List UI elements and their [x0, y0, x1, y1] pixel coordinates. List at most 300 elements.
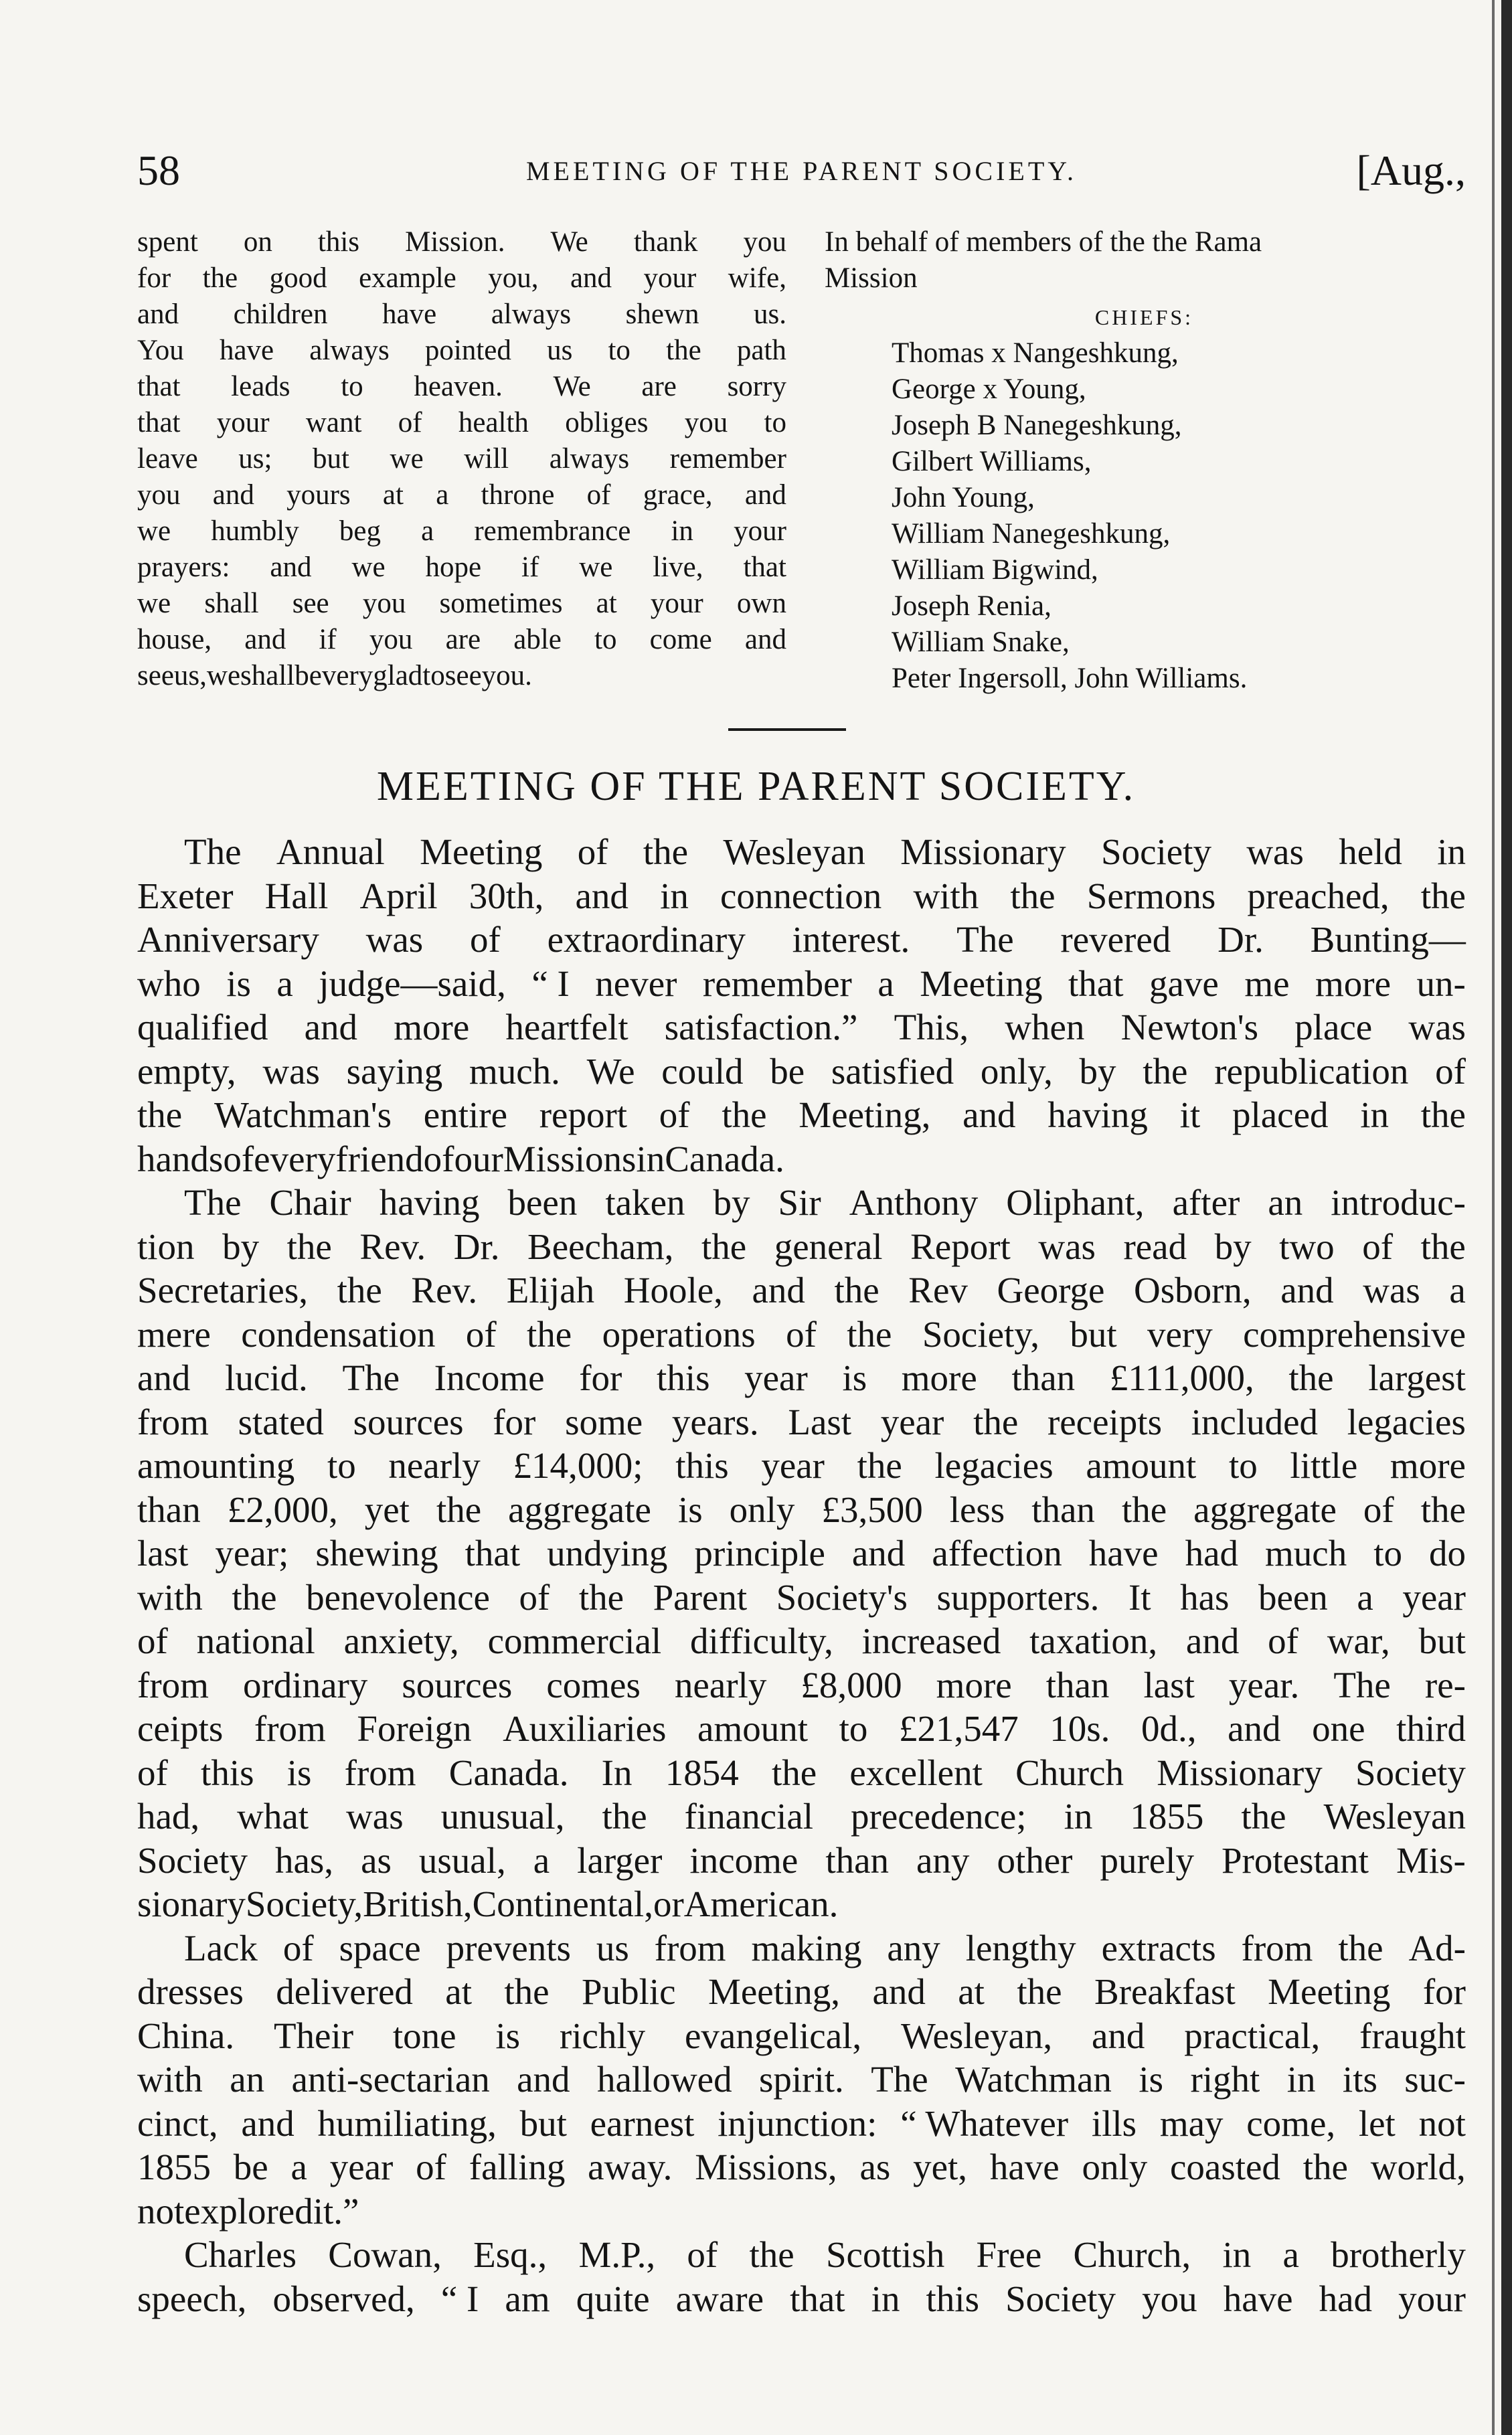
word: this	[675, 1445, 729, 1486]
word: less	[949, 1489, 1005, 1530]
word: you	[1142, 2278, 1197, 2319]
word: Missionary	[1157, 1752, 1323, 1793]
word: us.	[754, 299, 786, 330]
word: at	[596, 588, 617, 619]
word: Wesleyan,	[900, 2015, 1053, 2056]
word: Public	[582, 1971, 676, 2012]
word: having	[379, 1182, 480, 1223]
word: Watchman	[955, 2059, 1112, 2100]
word: amounting	[137, 1445, 295, 1486]
word: extraordinary	[547, 919, 746, 960]
word: for	[493, 1401, 536, 1442]
word: very	[321, 660, 373, 691]
word: a	[276, 962, 293, 1004]
text-line	[137, 333, 786, 369]
word: its	[1342, 2059, 1377, 2100]
word: of	[465, 1313, 497, 1355]
word: the	[1143, 1050, 1188, 1092]
word: Continental,	[472, 1883, 653, 1924]
word: year	[329, 2147, 394, 2187]
word: and	[1091, 2015, 1145, 2056]
text-line	[137, 369, 786, 405]
section-divider-rule	[728, 728, 846, 731]
word: Scottish	[825, 2234, 945, 2275]
word: come,	[1246, 2102, 1336, 2144]
word: affection	[932, 1533, 1062, 1574]
word: unusual,	[440, 1796, 565, 1837]
word: held	[1339, 831, 1402, 872]
word: at	[958, 1971, 985, 2012]
word: us;	[238, 443, 272, 475]
text-line	[137, 1751, 1466, 1795]
word: Dr.	[453, 1226, 500, 1267]
word: every	[254, 1138, 336, 1179]
word: was	[1038, 1226, 1096, 1267]
word: and	[872, 1971, 926, 2012]
word: ills	[1091, 2102, 1137, 2144]
word: health	[458, 407, 529, 438]
word: as	[859, 2147, 891, 2187]
word: to	[839, 1708, 868, 1749]
word: We	[586, 1050, 635, 1092]
text-line	[137, 1619, 1466, 1663]
word: Society	[1005, 2278, 1116, 2319]
text-line	[137, 1181, 1466, 1225]
word: supporters.	[936, 1576, 1100, 1618]
word: evangelical,	[685, 2015, 862, 2056]
word: qualified	[137, 1007, 268, 1047]
word: Newton's	[1120, 1007, 1259, 1047]
word: Church,	[1073, 2234, 1191, 2275]
word: the	[857, 1445, 902, 1486]
word: Anthony	[849, 1182, 979, 1223]
word: income	[689, 1839, 799, 1881]
word: not	[137, 2190, 185, 2232]
word: more	[1390, 1445, 1466, 1486]
word: the	[1241, 1796, 1286, 1837]
word: the	[137, 1094, 183, 1135]
word: un-	[1416, 962, 1466, 1004]
word: Church	[1015, 1752, 1124, 1793]
word: Meeting	[920, 962, 1043, 1004]
word: path	[736, 335, 786, 366]
word: only	[729, 1489, 795, 1530]
word: empty,	[137, 1050, 236, 1092]
word: of	[1435, 1050, 1466, 1092]
word: quite	[576, 2278, 650, 2319]
word: Hall	[264, 875, 329, 916]
word: will	[464, 443, 509, 475]
word: place	[1294, 1007, 1373, 1047]
word: last	[137, 1533, 189, 1574]
word: M.P.,	[578, 2234, 656, 2275]
word: is	[495, 2015, 521, 2056]
word: able	[513, 624, 562, 655]
word: and	[1228, 1708, 1281, 1749]
word: The	[1333, 1664, 1391, 1705]
word: taxation,	[1029, 1620, 1158, 1661]
word: remembrance	[474, 515, 631, 547]
word: from	[254, 1708, 326, 1749]
page-number: 58	[137, 147, 180, 194]
word: by	[1214, 1226, 1252, 1267]
word: gave	[1149, 962, 1219, 1004]
word: to	[341, 371, 363, 402]
word: grace,	[643, 479, 713, 511]
word: Report	[910, 1226, 1011, 1267]
word: of	[1362, 1226, 1394, 1267]
word: of	[577, 831, 608, 872]
word: right	[1190, 2059, 1260, 2100]
word: prevents	[446, 1927, 571, 1968]
text-line	[137, 1970, 1466, 2014]
word: Mis-	[1396, 1839, 1466, 1881]
text-line	[137, 1926, 1466, 1970]
word: glad	[373, 660, 423, 691]
word: your	[643, 262, 697, 294]
word: yours	[286, 479, 351, 511]
word: have	[1223, 2278, 1293, 2319]
word: extracts	[1101, 1927, 1216, 1968]
word: hope	[425, 552, 482, 583]
chief-name: John Young,	[892, 482, 1035, 513]
word: Watchman's	[214, 1094, 392, 1135]
word: leave	[137, 443, 198, 475]
word: of	[786, 1313, 817, 1355]
word: £2,000,	[227, 1489, 338, 1530]
word: beg	[339, 515, 381, 547]
article-title: MEETING OF THE PARENT SOCIETY.	[376, 764, 1136, 809]
word: for	[579, 1357, 622, 1398]
word: cinct,	[137, 2102, 218, 2144]
word: what	[237, 1796, 309, 1837]
word: at	[382, 479, 404, 511]
chief-name: Joseph Renia,	[892, 590, 1052, 622]
word: from	[137, 1664, 209, 1705]
word: increased	[861, 1620, 1001, 1661]
word: yet,	[913, 2147, 968, 2187]
word: was	[346, 1796, 404, 1837]
word: operations	[602, 1313, 756, 1355]
word: and	[517, 2059, 570, 2100]
word: brotherly	[1331, 2234, 1466, 2275]
text-line	[137, 2145, 1466, 2189]
word: that	[137, 371, 181, 402]
word: any	[916, 1839, 970, 1881]
word: taken	[605, 1182, 685, 1223]
word: fraught	[1359, 2015, 1466, 2056]
word: was	[262, 1050, 320, 1092]
word: Meeting,	[799, 1094, 931, 1135]
word: lengthy	[965, 1927, 1076, 1968]
word: to	[608, 335, 631, 366]
word: suc-	[1404, 2059, 1466, 2100]
word: Dr.	[1217, 919, 1264, 960]
word: the	[436, 1489, 482, 1530]
word: a	[1449, 1270, 1466, 1311]
word: Rev.	[411, 1270, 478, 1311]
word: and	[575, 875, 628, 916]
word: speech,	[137, 2278, 247, 2319]
word: was	[1363, 1270, 1420, 1311]
word: Esq.,	[473, 2234, 548, 2275]
word: sometimes	[439, 588, 563, 619]
word: “ Whatever	[900, 2102, 1069, 2144]
word: Missionary	[900, 831, 1066, 872]
word: live,	[653, 552, 703, 583]
word: the	[1338, 1927, 1383, 1968]
chief-name: Gilbert Williams,	[892, 446, 1092, 477]
word: of	[137, 1620, 168, 1661]
word: for	[137, 262, 171, 294]
word: Society	[1355, 1752, 1466, 1793]
word: We	[553, 371, 591, 402]
word: practical,	[1184, 2015, 1321, 2056]
word: amount	[1086, 1445, 1197, 1486]
word: in	[871, 2278, 900, 2319]
word: was	[1246, 831, 1304, 872]
word: making	[751, 1927, 862, 1968]
text-line	[137, 1794, 1466, 1839]
word: 10s.	[1049, 1708, 1110, 1749]
word: been	[507, 1182, 578, 1223]
word: from	[344, 1752, 416, 1793]
article-body	[137, 830, 1466, 2321]
text-line	[137, 1268, 1466, 1313]
word: from	[1241, 1927, 1313, 1968]
word: had	[1319, 2278, 1373, 2319]
word: tone	[392, 2015, 456, 2056]
word: commercial	[487, 1620, 662, 1661]
word: children	[233, 299, 328, 330]
word: larger	[577, 1839, 663, 1881]
word: Exeter	[137, 875, 234, 916]
word: remember	[669, 443, 786, 475]
word: 1855	[1130, 1796, 1204, 1837]
word: a	[533, 1839, 550, 1881]
word: 1854	[665, 1752, 739, 1793]
word: shall	[240, 660, 295, 691]
word: the	[602, 1796, 647, 1837]
text-line	[137, 1576, 1466, 1620]
word: never	[595, 962, 677, 1004]
word: than	[1031, 1489, 1095, 1530]
word: nearly	[674, 1664, 767, 1705]
word: the	[1420, 1489, 1466, 1530]
word: we	[579, 552, 613, 583]
word: Free	[976, 2234, 1042, 2275]
word: Parent	[653, 1576, 748, 1618]
text-line	[137, 224, 786, 260]
word: us	[596, 1927, 629, 1968]
word: You	[137, 335, 184, 366]
word: £3,500	[821, 1489, 923, 1530]
word: a	[436, 479, 449, 511]
word: and	[962, 1094, 1016, 1135]
word: am	[505, 2278, 550, 2319]
word: we	[206, 660, 241, 691]
word: that	[743, 552, 786, 583]
word: the	[527, 1313, 572, 1355]
word: with	[913, 875, 979, 916]
word: the	[578, 1576, 624, 1618]
word: and	[244, 624, 286, 655]
word: anxiety,	[343, 1620, 459, 1661]
word: financial	[684, 1796, 814, 1837]
word: been	[1258, 1576, 1328, 1618]
word: good	[269, 262, 327, 294]
word: Missions	[503, 1138, 637, 1179]
word: precedence;	[851, 1796, 1027, 1837]
word: sources	[402, 1664, 513, 1705]
word: by	[1079, 1050, 1116, 1092]
word: but	[1418, 1620, 1466, 1661]
word: of	[1363, 1489, 1394, 1530]
word: the	[749, 2234, 794, 2275]
word: report	[539, 1094, 628, 1135]
word: hallowed	[596, 2059, 732, 2100]
text-line	[137, 260, 786, 297]
word: re-	[1424, 1664, 1466, 1705]
word: has,	[274, 1839, 334, 1881]
word: last	[1143, 1664, 1195, 1705]
word: it	[1179, 1094, 1201, 1135]
word: that	[137, 407, 181, 438]
word: and	[570, 262, 612, 294]
text-line	[137, 1313, 1466, 1357]
word: is	[286, 1752, 312, 1793]
word: spent	[137, 226, 198, 258]
word: Society's	[776, 1576, 908, 1618]
word: be	[233, 2147, 268, 2187]
word: two	[1279, 1226, 1335, 1267]
word: Bunting—	[1310, 919, 1466, 960]
word: and	[851, 1533, 906, 1574]
word: falling	[469, 2147, 566, 2187]
text-line	[137, 1225, 1466, 1269]
word: your	[734, 515, 786, 547]
word: stated	[238, 1401, 324, 1442]
word: observed,	[272, 2278, 415, 2319]
word: sources	[353, 1401, 464, 1442]
word: after	[1172, 1182, 1240, 1223]
word: of	[282, 1927, 314, 1968]
word: only	[1082, 2147, 1148, 2187]
word: was	[365, 919, 424, 960]
word: the	[1420, 875, 1466, 916]
word: any	[887, 1927, 940, 1968]
word: throne	[481, 479, 555, 511]
word: of	[687, 2234, 718, 2275]
text-line	[137, 918, 1466, 962]
text-line	[137, 405, 786, 441]
word: Anniversary	[137, 919, 319, 960]
word: you	[137, 479, 181, 511]
word: some	[565, 1401, 643, 1442]
word: an	[1268, 1182, 1303, 1223]
word: me	[1244, 962, 1290, 1004]
word: this	[657, 1357, 710, 1398]
header-month: [Aug.,	[1356, 147, 1466, 194]
text-line	[137, 2014, 1466, 2058]
text-line	[137, 962, 1466, 1006]
word: Meeting	[1268, 1971, 1391, 2012]
word: and	[212, 479, 254, 511]
word: Auxiliaries	[503, 1708, 667, 1749]
text-line	[137, 1356, 1466, 1400]
word: and	[270, 552, 312, 583]
word: us,	[173, 660, 207, 691]
word: receipts	[1047, 1401, 1162, 1442]
word: this	[201, 1752, 254, 1793]
word: injunction:	[718, 2102, 877, 2144]
word: republication	[1214, 1050, 1409, 1092]
word: has	[1180, 1576, 1230, 1618]
word: than	[825, 1839, 890, 1881]
word: Breakfast	[1094, 1971, 1236, 2012]
word: year	[1402, 1576, 1466, 1618]
word: Beecham,	[527, 1226, 674, 1267]
word: coasted	[1170, 2147, 1280, 2187]
word: hands	[137, 1138, 224, 1179]
word: want	[305, 407, 362, 438]
word: satisfied	[831, 1050, 954, 1092]
signatures-intro-line-2: Mission	[825, 262, 918, 294]
word: with	[137, 1576, 203, 1618]
word: and	[752, 1270, 805, 1311]
word: revered	[1060, 919, 1171, 960]
word: on	[243, 226, 272, 258]
word: have	[382, 299, 437, 330]
word: judge—said,	[319, 962, 506, 1004]
word: for	[1422, 1971, 1466, 2012]
word: having	[1047, 1094, 1148, 1135]
word: much.	[469, 1050, 560, 1092]
word: Cowan,	[328, 2234, 442, 2275]
text-line	[137, 1400, 1466, 1444]
word: that	[1068, 962, 1124, 1004]
word: British,	[363, 1883, 473, 1924]
word: house,	[137, 624, 212, 655]
word: Foreign	[357, 1708, 472, 1749]
word: little	[1290, 1445, 1358, 1486]
word: one	[1312, 1708, 1365, 1749]
word: have	[989, 2147, 1060, 2187]
word: saying	[346, 1050, 443, 1092]
text-line	[137, 550, 786, 586]
chief-name: Joseph B Nanegeshkung,	[892, 410, 1182, 441]
chief-name: Peter Ingersoll, John Williams.	[892, 663, 1248, 694]
word: always	[491, 299, 572, 330]
word: Protestant	[1221, 1839, 1369, 1881]
word: April	[359, 875, 438, 916]
word: to	[327, 1445, 356, 1486]
word: tion	[137, 1226, 195, 1267]
word: who	[137, 962, 201, 1004]
word: if	[319, 624, 337, 655]
word: richly	[559, 2015, 646, 2056]
word: prayers:	[137, 552, 230, 583]
word: introduc-	[1331, 1182, 1466, 1223]
word: Chair	[269, 1182, 351, 1223]
word: of	[223, 1138, 254, 1179]
word: of	[423, 1138, 454, 1179]
word: Rev	[908, 1270, 968, 1311]
word: the	[1288, 1357, 1334, 1398]
word: entire	[423, 1094, 507, 1135]
word: Ad-	[1408, 1927, 1466, 1968]
chief-name: Thomas x Nangeshkung,	[892, 337, 1179, 369]
